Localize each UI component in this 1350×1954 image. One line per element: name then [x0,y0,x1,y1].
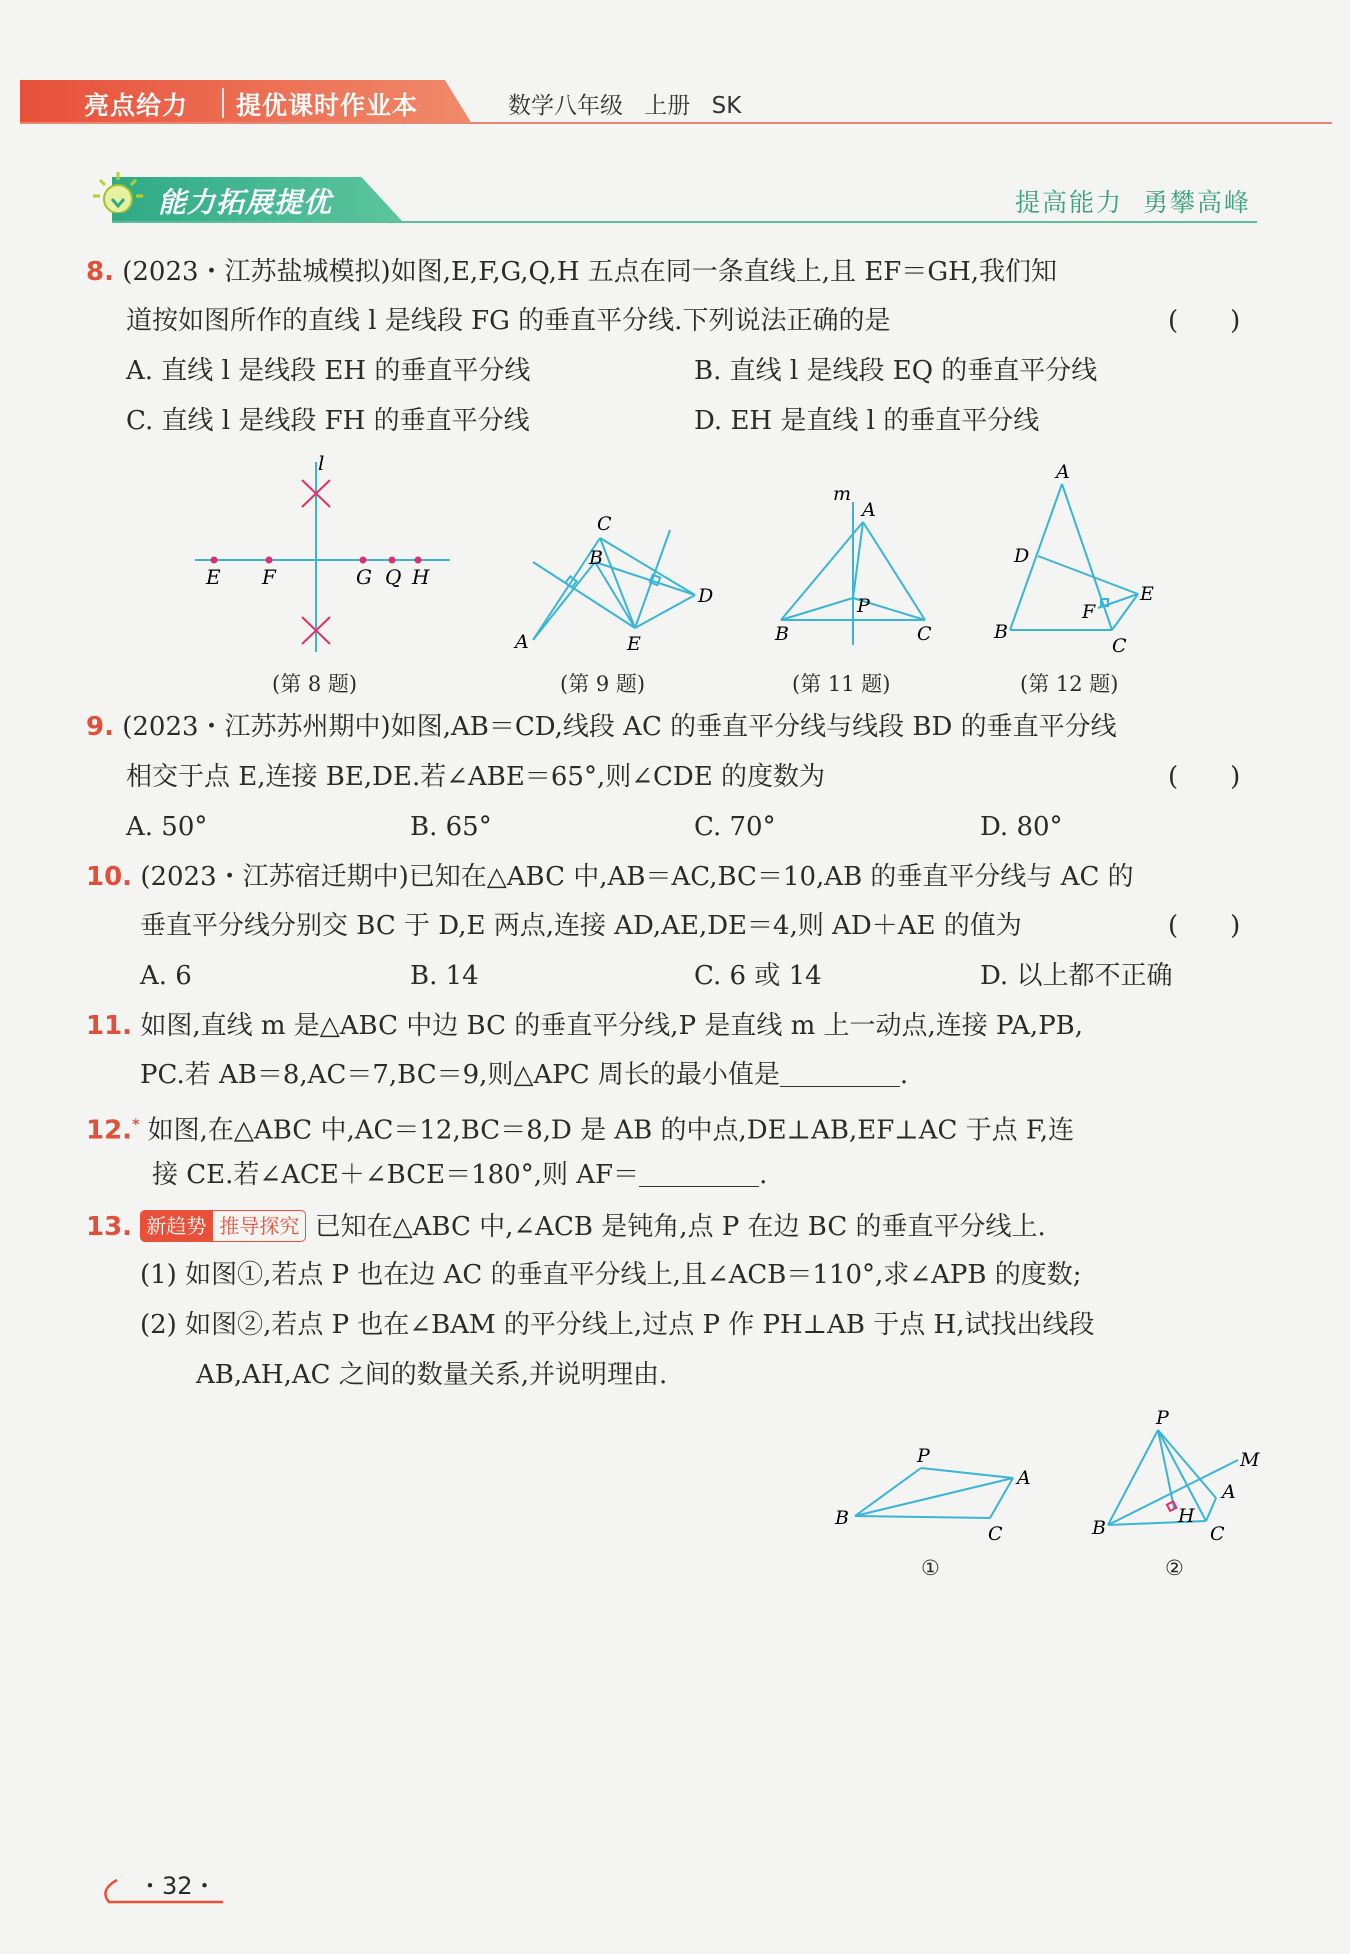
question-10-answer-paren: ( ) [1168,911,1241,941]
question-11-line1: 11. 如图,直线 m 是△ABC 中边 BC 的垂直平分线,P 是直线 m 上一动点,连接 PA,PB, [86,1011,1084,1041]
fig8-label-e: E [206,565,221,589]
question-8-line1: 8. (2023・江苏盐城模拟)如图,E,F,G,Q,H 五点在同一条直线上,且 EF＝GH,我们知 [86,257,1058,287]
question-12-star: * [132,1117,140,1133]
question-11-answer-blank [780,1062,900,1087]
question-9-option-d: D. 80° [980,812,1063,842]
page-number: ・32・ [138,1872,217,1900]
fig8-label-h: H [412,565,430,589]
question-9-option-b: B. 65° [410,812,492,842]
question-9-option-a: A. 50° [126,812,208,842]
fig13-1-label-a: A [1017,1467,1031,1489]
question-9-answer-paren: ( ) [1168,762,1241,792]
question-13-line1: 13. 新趋势 推导探究 已知在△ABC 中,∠ACB 是钝角,点 P 在边 BC 的垂直平分线上. [86,1212,1046,1242]
fig9-label-e: E [627,633,641,655]
fig8-label-g: G [356,565,372,589]
question-8-number: 8. [86,257,114,287]
fig11-label-a: A [862,499,876,521]
brand-label: 亮点给力 [84,91,189,120]
fig13-2-label-c: C [1210,1523,1225,1545]
question-13-part1: (1) 如图①,若点 P 也在边 AC 的垂直平分线上,且∠ACB＝110°,求∠APB 的度数; [140,1260,1082,1290]
fig13-1-label-c: C [988,1523,1003,1545]
caption-q8: (第 8 题) [272,672,358,696]
question-12-line1: 12.* 如图,在△ABC 中,AC＝12,BC＝8,D 是 AB 的中点,DE⊥AB,EF⊥AC 于点 F,连 [86,1115,1075,1146]
question-10-option-a: A. 6 [140,961,192,991]
fig12-label-b: B [994,621,1008,643]
fig12-label-a: A [1056,461,1070,483]
question-12-line2: 接 CE.若∠ACE＋∠BCE＝180°,则 AF＝ . [152,1160,768,1190]
figure-q13-2 [1088,1410,1268,1550]
question-8-option-b: B. 直线 l 是线段 EQ 的垂直平分线 [694,356,1098,386]
fig8-label-l: l [318,452,325,475]
question-12-answer-blank [639,1162,759,1187]
fig13-2-label-m: M [1240,1449,1260,1471]
fig12-label-c: C [1112,635,1127,657]
question-8-option-c: C. 直线 l 是线段 FH 的垂直平分线 [126,406,530,436]
question-10-option-b: B. 14 [410,961,479,991]
fig13-2-label-b: B [1092,1517,1106,1539]
figure-q13-1 [825,1440,1035,1550]
fig13-1-label-p: P [917,1445,930,1467]
section-rule [112,221,1257,223]
question-8-option-a: A. 直线 l 是线段 EH 的垂直平分线 [126,356,531,386]
question-8-answer-paren: ( ) [1168,306,1241,336]
question-11-number: 11. [86,1011,133,1041]
figure-q8 [180,452,460,652]
fig13-2-label-a: A [1222,1481,1236,1503]
fig8-label-q: Q [385,565,402,589]
caption-q9: (第 9 题) [560,672,646,696]
fig9-label-c: C [597,513,612,535]
section-slogan: 提高能力 勇攀高峰 [1015,188,1251,217]
fig13-1-label-b: B [835,1507,849,1529]
question-9-line1: 9. (2023・江苏苏州期中)如图,AB＝CD,线段 AC 的垂直平分线与线段 BD 的垂直平分线 [86,712,1117,742]
question-9-number: 9. [86,712,114,742]
question-9-line2: 相交于点 E,连接 BE,DE.若∠ABE＝65°,则∠CDE 的度数为 [126,762,825,792]
fig13-2-label-p: P [1156,1410,1169,1429]
question-10-number: 10. [86,862,133,892]
fig13-2-label-h: H [1178,1505,1195,1527]
figure-q11 [765,480,945,650]
fig9-label-a: A [515,631,529,653]
fig9-label-d: D [698,585,714,607]
fig12-label-f: F [1082,601,1096,623]
fig12-label-d: D [1014,545,1030,567]
fig8-label-f: F [262,565,276,589]
caption-q12: (第 12 题) [1020,672,1119,696]
question-10-line1: 10. (2023・江苏宿迁期中)已知在△ABC 中,AB＝AC,BC＝10,AB 的垂直平分线与 AC 的 [86,862,1134,892]
caption-q13-1: ① [921,1556,940,1580]
fig11-label-b: B [775,623,789,645]
question-10-option-c: C. 6 或 14 [694,961,822,991]
lightbulb-icon [88,168,148,228]
series-label: 提优课时作业本 [236,91,419,120]
question-11-line2: PC.若 AB＝8,AC＝7,BC＝9,则△APC 周长的最小值是 . [140,1060,909,1090]
figure-q12 [990,460,1170,660]
fig11-label-m: m [833,483,852,505]
question-13-part2-line1: (2) 如图②,若点 P 也在∠BAM 的平分线上,过点 P 作 PH⊥AB 于点 H,试找出线段 [140,1310,1095,1340]
fig12-label-e: E [1140,583,1154,605]
figure-q9 [505,500,720,660]
subject-info: 数学八年级 上册 SK [508,93,742,119]
fig9-label-b: B [589,547,603,569]
question-8-option-d: D. EH 是直线 l 的垂直平分线 [694,406,1040,436]
question-10-line2: 垂直平分线分别交 BC 于 D,E 两点,连接 AD,AE,DE＝4,则 AD＋AE 的值为 [140,911,1022,941]
question-12-number: 12. [86,1115,133,1146]
question-13-number: 13. [86,1212,133,1242]
header-rule [20,122,1332,124]
caption-q11: (第 11 题) [792,672,891,696]
question-8-line2: 道按如图所作的直线 l 是线段 FG 的垂直平分线.下列说法正确的是 [126,306,891,336]
header-divider [222,88,224,118]
question-13-part2-line2: AB,AH,AC 之间的数量关系,并说明理由. [196,1360,668,1390]
trend-tag: 新趋势 [140,1210,212,1242]
type-tag: 推导探究 [212,1210,306,1242]
section-title: 能力拓展提优 [158,186,333,219]
fig11-label-c: C [917,623,932,645]
fig11-label-p: P [857,595,870,617]
question-9-option-c: C. 70° [694,812,776,842]
question-10-option-d: D. 以上都不正确 [980,961,1173,991]
caption-q13-2: ② [1165,1556,1184,1580]
